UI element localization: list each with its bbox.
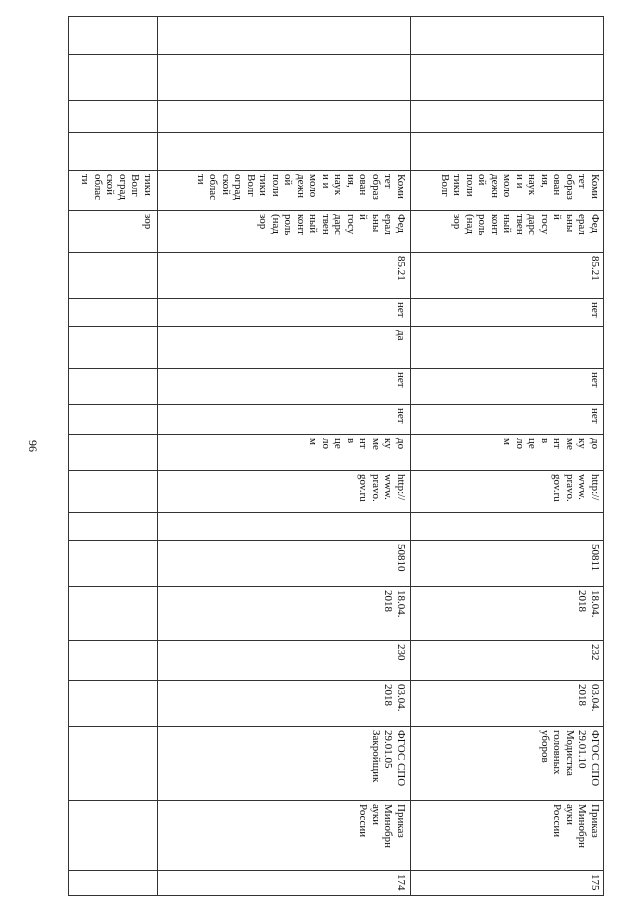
cell-text: http:// www. pravo. gov.ru xyxy=(551,474,601,502)
table-cell xyxy=(157,726,410,800)
cell-text: до ку ме нт в це ло м xyxy=(307,438,407,450)
cell-text xyxy=(68,640,157,680)
table-cell xyxy=(68,16,157,54)
rotated-registry-table xyxy=(68,16,604,896)
table-cell xyxy=(410,298,604,326)
table-cell xyxy=(410,800,604,870)
cell-text xyxy=(68,368,157,404)
table-cell xyxy=(410,368,604,404)
table-cell xyxy=(410,16,604,54)
cell-text: 85.21 xyxy=(589,256,601,281)
table-cell xyxy=(68,680,157,726)
table-cell xyxy=(157,434,410,470)
cell-text xyxy=(410,100,604,132)
cell-text xyxy=(157,100,410,132)
table-cell xyxy=(68,800,157,870)
table-cell xyxy=(157,170,410,210)
cell-text: Коми тет образ ован ия, наук и и моло дежн ой поли тики Волг оград ской облас ти xyxy=(195,174,407,201)
table-cell xyxy=(157,800,410,870)
cell-text xyxy=(68,326,157,368)
cell-text: 50810 xyxy=(395,544,407,572)
table-cell xyxy=(410,680,604,726)
table-cell xyxy=(410,470,604,512)
cell-text xyxy=(68,586,157,640)
cell-text: Фед ерал ьны й госу дарс твен ный конт роль (над зор xyxy=(451,214,601,236)
table-cell xyxy=(157,870,410,896)
cell-text xyxy=(68,512,157,540)
cell-text xyxy=(68,870,157,896)
table-cell xyxy=(157,100,410,132)
table-cell xyxy=(410,640,604,680)
table-cell xyxy=(157,512,410,540)
table-cell xyxy=(68,470,157,512)
cell-text: 174 xyxy=(395,874,407,891)
cell-text: зор xyxy=(142,214,154,230)
table-cell xyxy=(68,170,157,210)
table-cell xyxy=(68,540,157,586)
cell-text xyxy=(410,326,604,368)
cell-text: 18.04. 2018 xyxy=(382,590,407,618)
cell-text xyxy=(410,16,604,54)
cell-text: 232 xyxy=(589,644,601,661)
table-cell xyxy=(410,54,604,100)
cell-text: до ку ме нт в це ло м xyxy=(501,438,601,450)
cell-text xyxy=(68,404,157,434)
table-cell xyxy=(157,298,410,326)
column-record-175 xyxy=(410,16,604,896)
cell-text: 85.21 xyxy=(395,256,407,281)
cell-text: 18.04. 2018 xyxy=(576,590,601,618)
cell-text: Приказ Минобрн ауки России xyxy=(551,804,601,849)
table-cell xyxy=(68,132,157,170)
cell-text: да xyxy=(395,330,407,341)
table-cell xyxy=(68,726,157,800)
table-cell xyxy=(410,210,604,252)
page-number: 96 xyxy=(26,440,40,452)
table-cell xyxy=(410,170,604,210)
table-cell xyxy=(157,540,410,586)
table-cell xyxy=(410,586,604,640)
table-cell xyxy=(410,540,604,586)
table-cell xyxy=(68,512,157,540)
cell-text: 03.04. 2018 xyxy=(576,684,601,712)
table-cell xyxy=(410,870,604,896)
cell-text: 50811 xyxy=(589,544,601,572)
cell-text xyxy=(68,54,157,100)
table-cell xyxy=(68,298,157,326)
cell-text xyxy=(68,16,157,54)
cell-text xyxy=(410,54,604,100)
table-cell xyxy=(68,326,157,368)
cell-text xyxy=(68,434,157,470)
cell-text: тики Волг оград ской облас ти xyxy=(79,174,154,201)
table-cell xyxy=(157,368,410,404)
table-cell xyxy=(68,640,157,680)
table-cell xyxy=(68,252,157,298)
cell-text: нет xyxy=(395,408,407,424)
table-cell xyxy=(410,100,604,132)
cell-text: нет xyxy=(395,372,407,388)
cell-text: http:// www. pravo. gov.ru xyxy=(357,474,407,502)
cell-text: Коми тет образ ован ия, наук и и моло дежн ой поли тики Волг xyxy=(439,174,601,200)
cell-text: Фед ерал ьны й госу дарс твен ный конт роль (над зор xyxy=(257,214,407,236)
cell-text xyxy=(157,132,410,170)
table-cell xyxy=(157,586,410,640)
table-cell xyxy=(157,132,410,170)
cell-text xyxy=(68,680,157,726)
cell-text: нет xyxy=(589,408,601,424)
table-cell xyxy=(68,586,157,640)
table-cell xyxy=(68,368,157,404)
table-cell xyxy=(68,870,157,896)
cell-text xyxy=(68,298,157,326)
cell-text xyxy=(68,252,157,298)
table-cell xyxy=(157,16,410,54)
cell-text xyxy=(157,54,410,100)
cell-text xyxy=(68,470,157,512)
cell-text: нет xyxy=(589,372,601,388)
table-cell xyxy=(410,252,604,298)
table-cell xyxy=(68,210,157,252)
cell-text: Приказ Минобрн ауки России xyxy=(357,804,407,849)
cell-text: 175 xyxy=(589,874,601,891)
cell-text xyxy=(157,16,410,54)
cell-text: нет xyxy=(589,302,601,318)
table-cell xyxy=(410,132,604,170)
table-cell xyxy=(157,470,410,512)
cell-text xyxy=(68,132,157,170)
cell-text xyxy=(68,100,157,132)
table-cell xyxy=(410,404,604,434)
column-partial xyxy=(68,16,157,896)
table-cell xyxy=(68,54,157,100)
table-cell xyxy=(157,252,410,298)
cell-text xyxy=(410,512,604,540)
table-cell xyxy=(157,54,410,100)
cell-text xyxy=(157,512,410,540)
table-cell xyxy=(410,726,604,800)
table-cell xyxy=(68,100,157,132)
cell-text xyxy=(68,800,157,870)
table-cell xyxy=(410,434,604,470)
table-cell xyxy=(410,326,604,368)
table-cell xyxy=(68,434,157,470)
cell-text: ФГОС СПО 29.01.10 Модистка головных уборов xyxy=(539,730,601,787)
column-record-174 xyxy=(157,16,410,896)
cell-text: 230 xyxy=(395,644,407,661)
table-cell xyxy=(410,512,604,540)
cell-text xyxy=(410,132,604,170)
table-cell xyxy=(157,404,410,434)
table-cell xyxy=(157,680,410,726)
cell-text: ФГОС СПО 29.01.05 Закройщик xyxy=(370,730,407,787)
cell-text: нет xyxy=(395,302,407,318)
table-cell xyxy=(157,640,410,680)
cell-text: 03.04. 2018 xyxy=(382,684,407,712)
cell-text xyxy=(68,726,157,800)
table-cell xyxy=(157,210,410,252)
table-cell xyxy=(157,326,410,368)
cell-text xyxy=(68,540,157,586)
table-cell xyxy=(68,404,157,434)
